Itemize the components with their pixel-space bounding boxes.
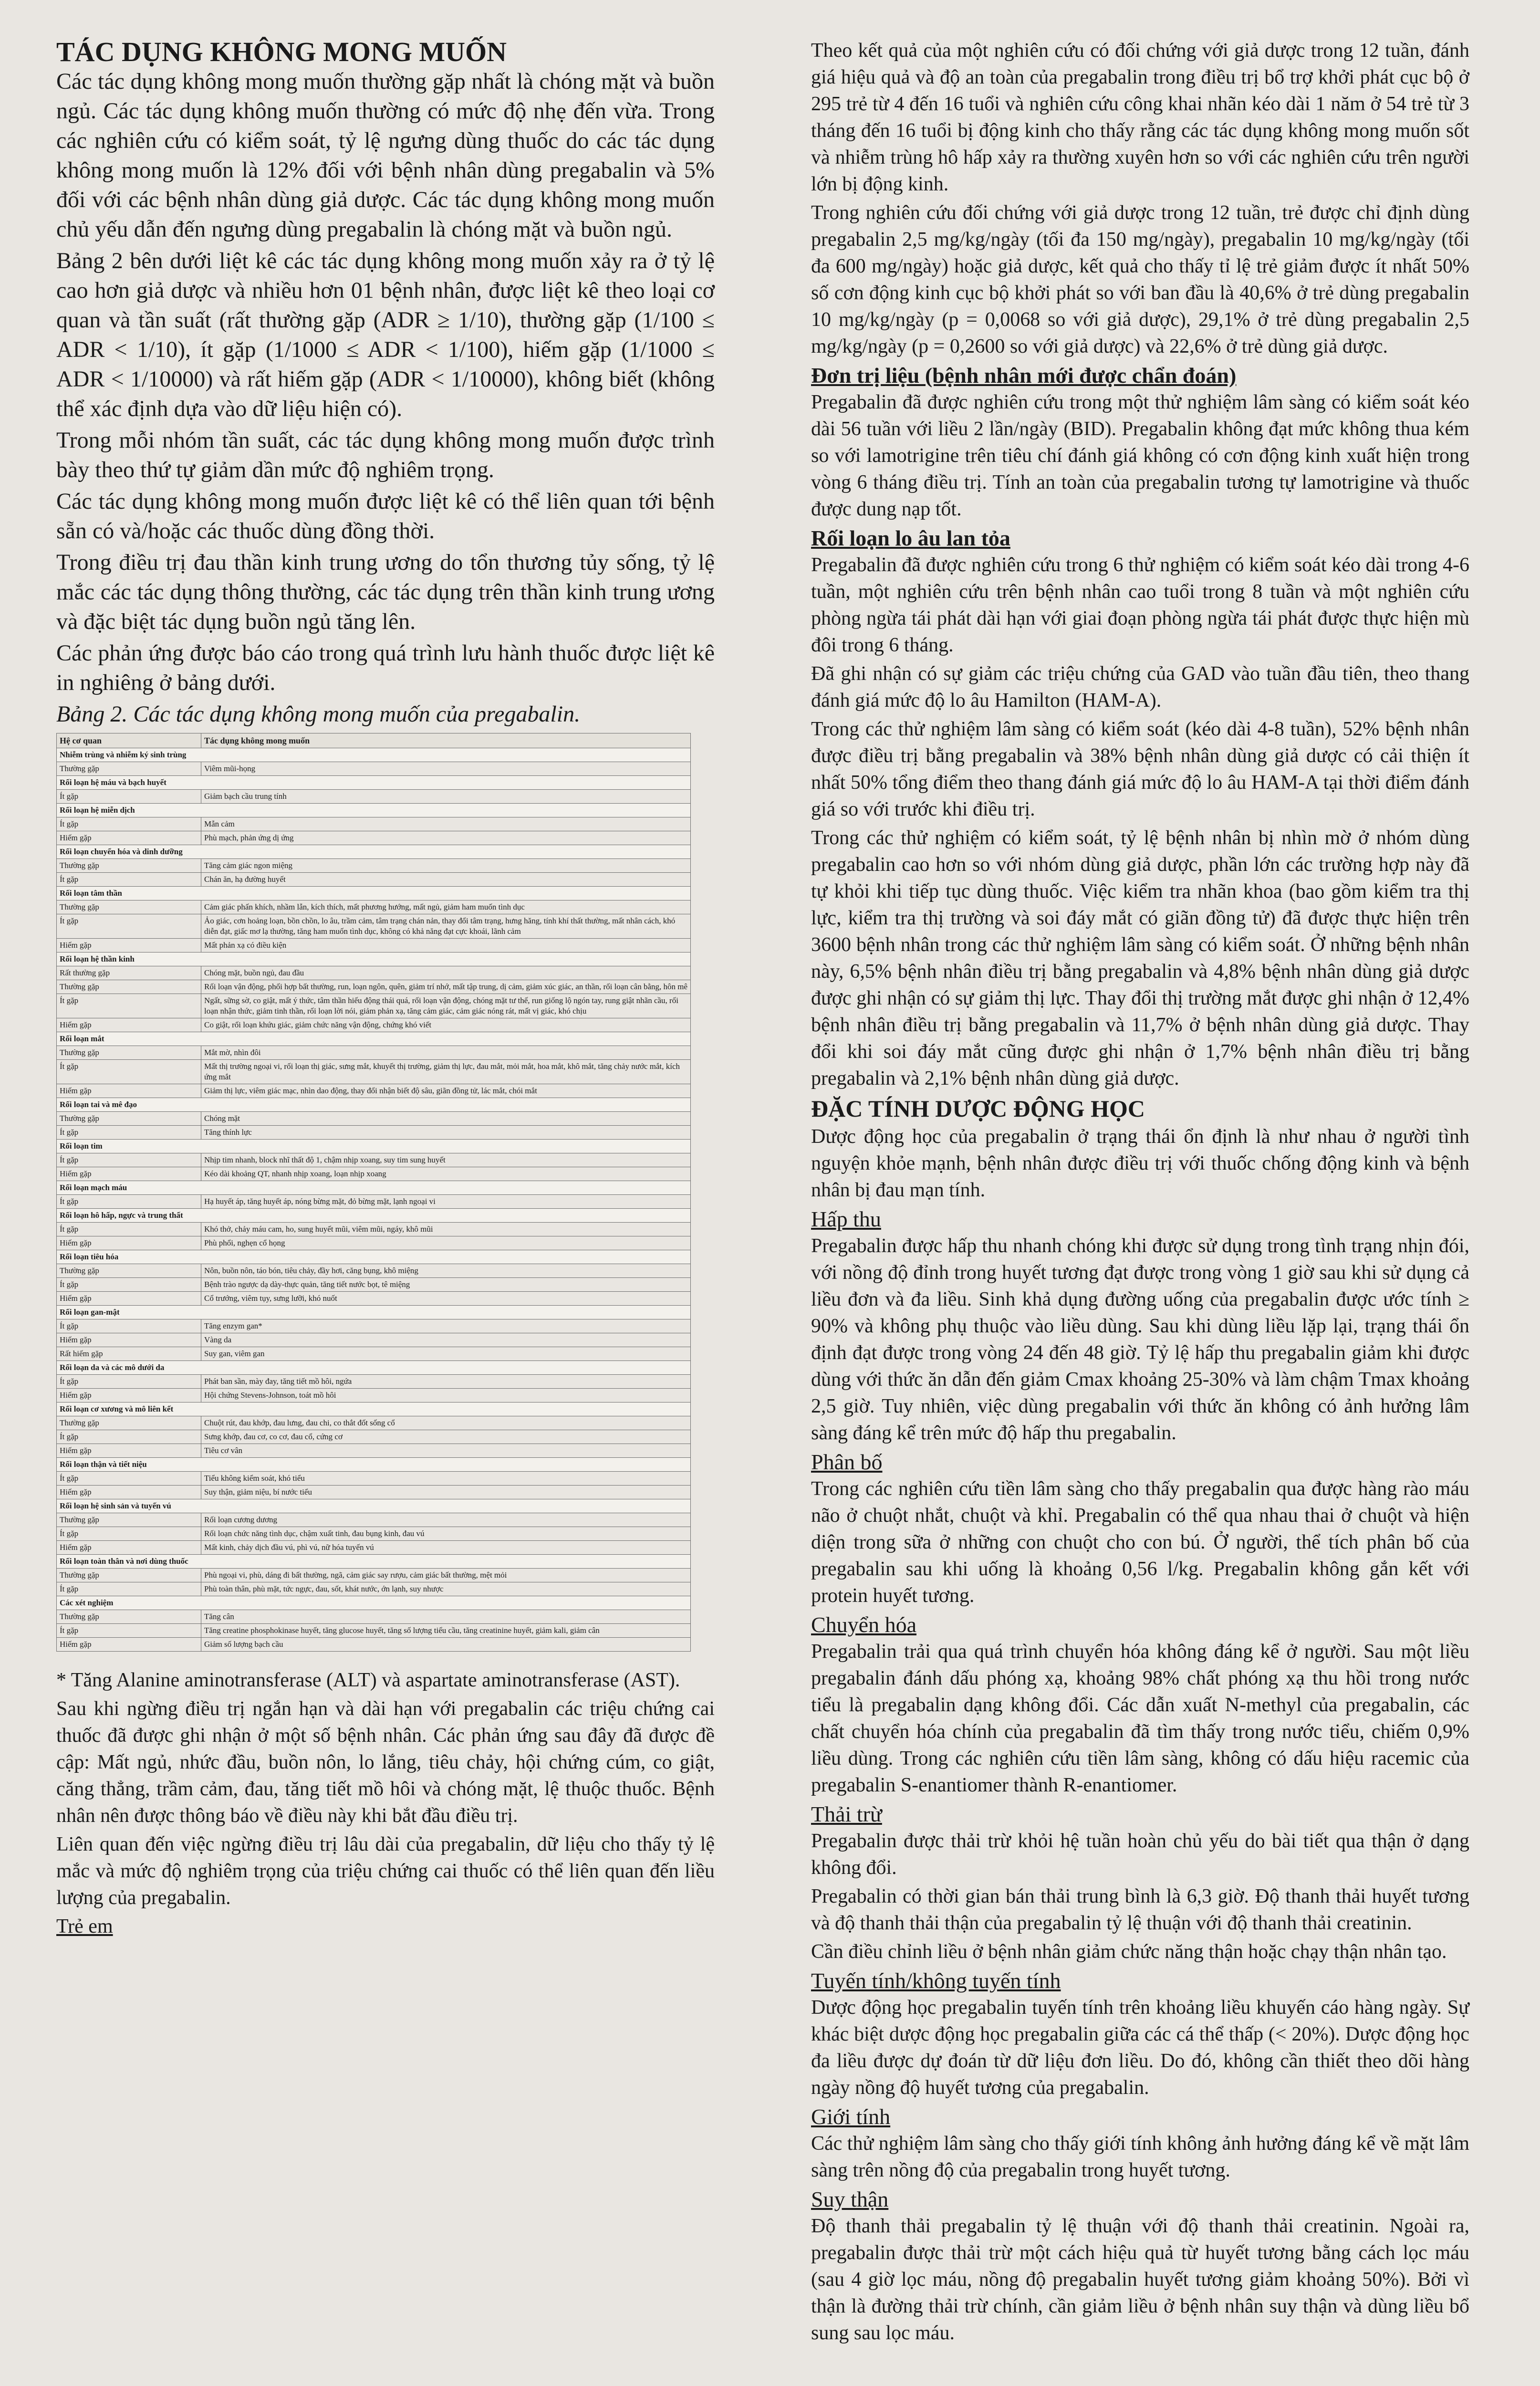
frequency-cell: Ít gặp — [57, 790, 201, 804]
frequency-cell: Ít gặp — [57, 1472, 201, 1486]
table-section-label: Rối loạn hệ thần kinh — [57, 952, 691, 966]
effect-cell: Kéo dài khoảng QT, nhanh nhịp xoang, loạn nhịp xoang — [201, 1167, 691, 1181]
subheading-children: Trẻ em — [56, 1915, 113, 1937]
effect-cell: Giảm bạch cầu trung tính — [201, 790, 691, 804]
frequency-cell: Ít gặp — [57, 873, 201, 887]
subheading: Chuyển hóa — [811, 1612, 917, 1637]
frequency-cell: Hiếm gặp — [57, 831, 201, 845]
effect-cell: Ngất, sững sờ, co giật, mất ý thức, tâm thần hiếu động thái quá, rối loạn vận động, chóng mặt tư thế, run giống lộ ngón tay, rung giật nhãn cầu, rối loạn nhận thức, giảm tinh thần, rối loạn lời nói, giảm phản xạ, tăng cảm giác, cảm giác nóng rát, mất vị giác, khó chịu — [201, 994, 691, 1018]
table-row — [57, 762, 691, 776]
table-row — [57, 1153, 691, 1167]
table-section-row — [57, 776, 691, 790]
paragraph: Dược động học pregabalin tuyến tính trên khoảng liều khuyến cáo hàng ngày. Sự khác biệt dược động học pregabalin giữa các cá thể thấp (< 20%). Dược động học đa liều được dự đoán từ dữ liệu đơn liều. Do đó, không cần thiết theo dõi hàng ngày nồng độ huyết tương của pregabalin. — [811, 1997, 1469, 2099]
table-section-label: Rối loạn tâm thần — [57, 887, 691, 900]
frequency-cell: Ít gặp — [57, 1582, 201, 1596]
table-section-row — [57, 1140, 691, 1153]
table-note: * Tăng Alanine aminotransferase (ALT) và aspartate aminotransferase (AST). — [56, 1669, 680, 1691]
effect-cell: Tăng enzym gan* — [201, 1319, 691, 1333]
table-section-row — [57, 1458, 691, 1472]
frequency-cell: Hiếm gặp — [57, 1389, 201, 1402]
effect-cell: Hội chứng Stevens-Johnson, toát mồ hôi — [201, 1389, 691, 1402]
table-row — [57, 1430, 691, 1444]
table-row — [57, 1527, 691, 1541]
frequency-cell: Ít gặp — [57, 994, 201, 1018]
effect-cell: Co giật, rối loạn khứu giác, giảm chức năng vận động, chứng khó viết — [201, 1018, 691, 1032]
table-section-label: Rối loạn tiêu hóa — [57, 1250, 691, 1264]
effect-cell: Tăng thính lực — [201, 1126, 691, 1140]
subheading: Tuyến tính/không tuyến tính — [811, 1968, 1061, 1993]
frequency-cell: Ít gặp — [57, 1126, 201, 1140]
subheading: Phân bố — [811, 1450, 883, 1474]
frequency-cell: Thường gặp — [57, 1513, 201, 1527]
frequency-cell: Hiếm gặp — [57, 1084, 201, 1098]
paragraph: Dược động học của pregabalin ở trạng thái ổn định là như nhau ở người tình nguyện khỏe mạnh, bệnh nhân được điều trị với thuốc chống động kinh và bệnh nhân bị đau mạn tính. — [811, 1126, 1469, 1201]
table-section-label: Rối loạn hô hấp, ngực và trung thất — [57, 1209, 691, 1223]
effect-cell: Phù mạch, phản ứng dị ứng — [201, 831, 691, 845]
table-row — [57, 1610, 691, 1624]
frequency-cell: Thường gặp — [57, 1610, 201, 1624]
effect-cell: Viêm mũi-họng — [201, 762, 691, 776]
section-heading-pharmacokinetics: ĐẶC TÍNH DƯỢC ĐỘNG HỌC — [811, 1095, 1145, 1122]
left-column — [56, 37, 715, 1940]
table-row — [57, 1389, 691, 1402]
paragraph: Các tác dụng không mong muốn được liệt kê có thể liên quan tới bệnh sẵn có và/hoặc các thuốc dùng đồng thời. — [56, 489, 715, 544]
effect-cell: Vàng da — [201, 1333, 691, 1347]
table-section-label: Rối loạn toàn thân và nơi dùng thuốc — [57, 1555, 691, 1569]
subheading: Suy thận — [811, 2187, 889, 2211]
effect-cell: Chóng mặt — [201, 1112, 691, 1126]
table-row — [57, 994, 691, 1018]
table-row — [57, 1126, 691, 1140]
table-row — [57, 1060, 691, 1084]
paragraph: Sau khi ngừng điều trị ngắn hạn và dài hạn với pregabalin các triệu chứng cai thuốc đã được ghi nhận ở một số bệnh nhân. Các phản ứng sau đây đã được đề cập: Mất ngủ, nhức đầu, buồn nôn, lo lắng, tiêu chảy, hội chứng cúm, co giật, căng thẳng, trầm cảm, đau, tăng tiết mồ hôi và chóng mặt, lệ thuộc thuốc. Bệnh nhân nên được thông báo về điều này khi bắt đầu điều trị. — [56, 1698, 715, 1827]
frequency-cell: Hiếm gặp — [57, 1292, 201, 1306]
effect-cell: Tăng cảm giác ngon miệng — [201, 859, 691, 873]
subheading: Hấp thu — [811, 1207, 881, 1231]
frequency-cell: Thường gặp — [57, 859, 201, 873]
paragraph: Các phản ứng được báo cáo trong quá trình lưu hành thuốc được liệt kê in nghiêng ở bảng dưới. — [56, 640, 715, 695]
table-row — [57, 1319, 691, 1333]
table-section-label: Rối loạn da và các mô dưới da — [57, 1361, 691, 1375]
table-row — [57, 1444, 691, 1458]
table-row — [57, 1513, 691, 1527]
paragraph: Độ thanh thải pregabalin tỷ lệ thuận với độ thanh thải creatinin. Ngoài ra, pregabalin được thải trừ một cách hiệu quả từ huyết tương bằng cách lọc máu (sau 4 giờ lọc máu, nồng độ pregabalin huyết tương giảm khoảng 50%). Bởi vì thận là đường thải trừ chính, cần giảm liều ở bệnh nhân suy thận và dùng liều bổ sung sau lọc máu. — [811, 2215, 1469, 2344]
frequency-cell: Hiếm gặp — [57, 939, 201, 952]
frequency-cell: Ít gặp — [57, 1060, 201, 1084]
table-section-row — [57, 1209, 691, 1223]
table-section-label: Nhiễm trùng và nhiễm ký sinh trùng — [57, 748, 691, 762]
frequency-cell: Hiếm gặp — [57, 1486, 201, 1499]
table-row — [57, 1292, 691, 1306]
table-section-row — [57, 1361, 691, 1375]
effect-cell: Tiêu cơ vân — [201, 1444, 691, 1458]
effect-cell: Mẫn cảm — [201, 817, 691, 831]
paragraph: Trong các thử nghiệm có kiểm soát, tỷ lệ bệnh nhân bị nhìn mờ ở nhóm dùng pregabalin cao hơn so với nhóm dùng giả dược, phần lớn các trường hợp này đã tự khỏi khi tiếp tục dùng thuốc. Việc kiểm tra nhãn khoa (bao gồm kiểm tra thị lực, kiểm tra thị trường và soi đáy mắt có giãn đồng tử) đã được thực hiện trên 3600 bệnh nhân trong các thử nghiệm lâm sàng có kiểm soát. Ở những bệnh nhân này, 6,5% bệnh nhân điều trị bằng pregabalin và 4,8% bệnh nhân dùng giả dược được ghi nhận có sự giảm thị lực. Thay đổi thị trường mắt được ghi nhận ở 12,4% bệnh nhân điều trị bằng pregabalin và 11,7% ở bệnh nhân dùng giả dược. Thay đổi khi soi đáy mắt cũng được ghi nhận ở 1,7% bệnh nhân điều trị bằng pregabalin và 2,1% bệnh nhân dùng giả dược. — [811, 827, 1469, 1089]
frequency-cell: Ít gặp — [57, 1527, 201, 1541]
table-section-row — [57, 748, 691, 762]
table-section-row — [57, 1098, 691, 1112]
effect-cell: Giảm số lượng bạch cầu — [201, 1638, 691, 1652]
left-tail — [56, 1667, 715, 1940]
frequency-cell: Rất thường gặp — [57, 966, 201, 980]
frequency-cell: Hiếm gặp — [57, 1018, 201, 1032]
table-row — [57, 817, 691, 831]
effect-cell: Sưng khớp, đau cơ, co cơ, đau cổ, cứng cơ — [201, 1430, 691, 1444]
table-row — [57, 1112, 691, 1126]
effect-cell: Mất thị trường ngoại vi, rối loạn thị giác, sưng mắt, khuyết thị trường, giảm thị lực, đau mắt, mỏi mắt, hoa mắt, khô mắt, tăng chảy nước mắt, kích ứng mắt — [201, 1060, 691, 1084]
effect-cell: Nôn, buồn nôn, táo bón, tiêu chảy, đầy hơi, căng bụng, khô miệng — [201, 1264, 691, 1278]
table-section-row — [57, 804, 691, 817]
effect-cell: Phù ngoại vi, phù, dáng đi bất thường, ngã, cảm giác say rượu, cảm giác bất thường, mệt mỏi — [201, 1569, 691, 1582]
frequency-cell: Ít gặp — [57, 1375, 201, 1389]
paragraph: Bảng 2 bên dưới liệt kê các tác dụng không mong muốn xảy ra ở tỷ lệ cao hơn giả dược và nhiều hơn 01 bệnh nhân, được liệt kê theo loại cơ quan và tần suất (rất thường gặp (ADR ≥ 1/10), thường gặp (1/100 ≤ ADR < 1/10), ít gặp (1/1000 ≤ ADR < 1/100), hiếm gặp (1/1000 ≤ ADR < 1/10000) và rất hiếm gặp (ADR < 1/10000), không biết (không thể xác định dựa vào dữ liệu hiện có). — [56, 248, 715, 421]
paragraph: Pregabalin có thời gian bán thải trung bình là 6,3 giờ. Độ thanh thải huyết tương và độ thanh thải thận của pregabalin tỷ lệ thuận với độ thanh thải creatinin. — [811, 1885, 1469, 1934]
frequency-cell: Hiếm gặp — [57, 1444, 201, 1458]
frequency-cell: Hiếm gặp — [57, 1541, 201, 1555]
effect-cell: Phù phổi, nghẹn cổ họng — [201, 1236, 691, 1250]
paragraph: Trong mỗi nhóm tần suất, các tác dụng không mong muốn được trình bày theo thứ tự giảm dần mức độ nghiêm trọng. — [56, 428, 715, 482]
paragraph: Pregabalin được hấp thu nhanh chóng khi được sử dụng trong tình trạng nhịn đói, với nồng độ đỉnh trong huyết tương đạt được trong vòng 1 giờ sau khi sử dụng cả liều đơn và đa liều. Sinh khả dụng đường uống của pregabalin được ước tính ≥ 90% và không phụ thuộc vào liều dùng. Sau khi dùng liều lặp lại, trạng thái ổn định đạt được trong vòng 24 đến 48 giờ. Tỷ lệ hấp thu pregabalin giảm khi được dùng với thức ăn dẫn đến giảm Cmax khoảng 25-30% và làm chậm Tmax khoảng 2,5 giờ. Tuy nhiên, việc dùng pregabalin với thức ăn không có ảnh hưởng lâm sàng đáng kể trên mức độ hấp thu pregabalin. — [811, 1235, 1469, 1444]
table-row — [57, 1236, 691, 1250]
table-section-label: Rối loạn mạch máu — [57, 1181, 691, 1195]
paragraph: Pregabalin đã được nghiên cứu trong 6 thử nghiệm có kiểm soát kéo dài trong 4-6 tuần, một nghiên cứu trên bệnh nhân cao tuổi trong 8 tuần và một nghiên cứu phòng ngừa tái phát dài hạn với giai đoạn phòng ngừa tái phát được thực hiện mù đôi trong 6 tháng. — [811, 554, 1469, 656]
table-row — [57, 1541, 691, 1555]
frequency-cell: Ít gặp — [57, 1430, 201, 1444]
table-section-label: Rối loạn hệ miễn dịch — [57, 804, 691, 817]
table-row — [57, 1264, 691, 1278]
table-row — [57, 1018, 691, 1032]
frequency-cell: Ít gặp — [57, 1624, 201, 1638]
effect-cell: Suy thận, giảm niệu, bí nước tiểu — [201, 1486, 691, 1499]
paragraph: Trong nghiên cứu đối chứng với giả dược trong 12 tuần, trẻ được chỉ định dùng pregabalin 2,5 mg/kg/ngày (tối đa 150 mg/ngày), pregabalin 10 mg/kg/ngày (tối đa 600 mg/ngày) hoặc giả dược, kết quả cho thấy tỉ lệ trẻ giảm được ít nhất 50% số cơn động kinh cục bộ khởi phát so với ban đầu là 40,6% ở trẻ dùng pregabalin 10 mg/kg/ngày (p = 0,0068 so với giả dược), 29,1% ở trẻ dùng pregabalin 2,5 mg/kg/ngày (p = 0,2600 so với giả dược) và 22,6% ở trẻ dùng giả dược. — [811, 202, 1469, 357]
frequency-cell: Ít gặp — [57, 1153, 201, 1167]
effect-cell: Chuột rút, đau khớp, đau lưng, đau chi, co thắt đốt sống cổ — [201, 1416, 691, 1430]
table-section-label: Rối loạn cơ xương và mô liên kết — [57, 1402, 691, 1416]
frequency-cell: Hiếm gặp — [57, 1333, 201, 1347]
frequency-cell: Ít gặp — [57, 817, 201, 831]
frequency-cell: Ít gặp — [57, 914, 201, 939]
frequency-cell: Hiếm gặp — [57, 1638, 201, 1652]
frequency-cell: Ít gặp — [57, 1278, 201, 1292]
table-row — [57, 1347, 691, 1361]
frequency-cell: Ít gặp — [57, 1319, 201, 1333]
effect-cell: Hạ huyết áp, tăng huyết áp, nóng bừng mặt, đỏ bừng mặt, lạnh ngoại vi — [201, 1195, 691, 1209]
effect-cell: Tiểu không kiểm soát, khó tiểu — [201, 1472, 691, 1486]
table-row — [57, 980, 691, 994]
frequency-cell: Thường gặp — [57, 980, 201, 994]
frequency-cell: Thường gặp — [57, 1569, 201, 1582]
table-caption: Bảng 2. Các tác dụng không mong muốn của pregabalin. — [56, 701, 581, 727]
table-section-row — [57, 1306, 691, 1319]
effect-cell: Phát ban sần, mày đay, tăng tiết mồ hôi, ngứa — [201, 1375, 691, 1389]
table-section-row — [57, 952, 691, 966]
table-section-label: Các xét nghiệm — [57, 1596, 691, 1610]
table-row — [57, 1167, 691, 1181]
effect-cell: Suy gan, viêm gan — [201, 1347, 691, 1361]
effect-cell: Mất kinh, chảy dịch đầu vú, phì vú, nữ hóa tuyến vú — [201, 1541, 691, 1555]
adverse-effects-table — [56, 733, 691, 1652]
effect-cell: Chán ăn, hạ đường huyết — [201, 873, 691, 887]
section-heading-adverse-effects: TÁC DỤNG KHÔNG MONG MUỐN — [56, 36, 507, 67]
paragraph: Cần điều chỉnh liều ở bệnh nhân giảm chức năng thận hoặc chạy thận nhân tạo. — [811, 1941, 1447, 1963]
table-section-row — [57, 1555, 691, 1569]
table-section-label: Rối loạn gan-mật — [57, 1306, 691, 1319]
effect-cell: Khó thở, chảy máu cam, ho, sung huyết mũi, viêm mũi, ngáy, khô mũi — [201, 1223, 691, 1236]
paragraph: Pregabalin trải qua quá trình chuyển hóa không đáng kể ở người. Sau một liều pregabalin đánh dấu phóng xạ, khoảng 98% chất phóng xạ thu hồi trong nước tiểu là pregabalin dạng không đổi. Các dẫn xuất N-methyl của pregabalin, các chất chuyển hóa chính của pregabalin đã tìm thấy trong nước tiểu, chiếm 0,9% liều dùng. Trong các nghiên cứu tiền lâm sàng, không có dấu hiệu racemic của pregabalin S-enantiomer thành R-enantiomer. — [811, 1641, 1469, 1796]
table-section-row — [57, 1250, 691, 1264]
table-row — [57, 914, 691, 939]
table-header-effect: Tác dụng không mong muốn — [201, 733, 691, 748]
table-row — [57, 1375, 691, 1389]
table-section-row — [57, 1181, 691, 1195]
effect-cell: Chóng mặt, buồn ngủ, đau đầu — [201, 966, 691, 980]
subheading: Thải trừ — [811, 1802, 882, 1826]
frequency-cell: Rất hiếm gặp — [57, 1347, 201, 1361]
frequency-cell: Thường gặp — [57, 1416, 201, 1430]
effect-cell: Cảm giác phấn khích, nhầm lẫn, kích thích, mất phương hướng, mất ngủ, giảm ham muốn tình dục — [201, 900, 691, 914]
effect-cell: Giảm thị lực, viêm giác mạc, nhìn dao động, thay đổi nhận biết độ sâu, giãn đồng tử, lác mắt, chói mắt — [201, 1084, 691, 1098]
paragraph: Pregabalin đã được nghiên cứu trong một thử nghiệm lâm sàng có kiểm soát kéo dài 56 tuần với liều 2 lần/ngày (BID). Pregabalin không đạt mức không thua kém so với lamotrigine trên tiêu chí đánh giá không có cơn động kinh xuất hiện trong vòng 6 tháng điều trị. Tính an toàn của pregabalin tương tự lamotrigine và thuốc được dung nạp tốt. — [811, 391, 1469, 520]
table-row — [57, 790, 691, 804]
frequency-cell: Thường gặp — [57, 1046, 201, 1060]
table-section-row — [57, 1499, 691, 1513]
table-row — [57, 1416, 691, 1430]
effect-cell: Rối loạn vận động, phối hợp bất thường, run, loạn ngôn, quên, giảm trí nhớ, mất tập trung, dị cảm, giảm xúc giác, an thần, rối loạn cân bằng, hôn mê — [201, 980, 691, 994]
table-row — [57, 900, 691, 914]
effect-cell: Rối loạn chức năng tình dục, chậm xuất tinh, đau bụng kinh, đau vú — [201, 1527, 691, 1541]
effect-cell: Cổ trướng, viêm tụy, sưng lưỡi, khó nuốt — [201, 1292, 691, 1306]
frequency-cell: Hiếm gặp — [57, 1236, 201, 1250]
table-section-label: Rối loạn hệ máu và bạch huyết — [57, 776, 691, 790]
table-row — [57, 1084, 691, 1098]
effect-cell: Tăng creatine phosphokinase huyết, tăng glucose huyết, tăng số lượng tiểu cầu, tăng creatinine huyết, giảm kali, giảm cân — [201, 1624, 691, 1638]
table-row — [57, 1278, 691, 1292]
table-section-label: Rối loạn chuyển hóa và dinh dưỡng — [57, 845, 691, 859]
frequency-cell: Thường gặp — [57, 762, 201, 776]
effect-cell: Ảo giác, cơn hoảng loạn, bồn chồn, lo âu, trầm cảm, tâm trạng chán nản, thay đổi tâm trạng, hưng hăng, tính khí thất thường, mất nhân cách, khó diễn đạt, giấc mơ lạ thường, tăng ham muốn tình dục, không có khả năng đạt cực khoái, lãnh cảm — [201, 914, 691, 939]
table-row — [57, 831, 691, 845]
frequency-cell: Thường gặp — [57, 900, 201, 914]
paragraph: Các thử nghiệm lâm sàng cho thấy giới tính không ảnh hưởng đáng kể về mặt lâm sàng trên nồng độ của pregabalin trong huyết tương. — [811, 2133, 1470, 2181]
effect-cell: Bệnh trào ngược dạ dày-thực quản, tăng tiết nước bọt, tê miệng — [201, 1278, 691, 1292]
table-row — [57, 939, 691, 952]
paragraph: Trong điều trị đau thần kinh trung ương do tổn thương tủy sống, tỷ lệ mắc các tác dụng thông thường, các tác dụng trên thần kinh trung ương và đặc biệt tác dụng buồn ngủ tăng lên. — [56, 550, 715, 634]
paragraph: Liên quan đến việc ngừng điều trị lâu dài của pregabalin, dữ liệu cho thấy tỷ lệ mắc và mức độ nghiêm trọng của triệu chứng cai thuốc có thể liên quan đến liều lượng của pregabalin. — [56, 1833, 715, 1909]
effect-cell: Nhịp tim nhanh, block nhĩ thất độ 1, chậm nhịp xoang, suy tim sung huyết — [201, 1153, 691, 1167]
table-section-label: Rối loạn thận và tiết niệu — [57, 1458, 691, 1472]
table-row — [57, 1624, 691, 1638]
table-body — [57, 748, 691, 1652]
table-section-row — [57, 887, 691, 900]
frequency-cell: Hiếm gặp — [57, 1167, 201, 1181]
effect-cell: Phù toàn thân, phù mặt, tức ngực, đau, sốt, khát nước, ớn lạnh, suy nhược — [201, 1582, 691, 1596]
subheading: Rối loạn lo âu lan tỏa — [811, 526, 1010, 550]
effect-cell: Tăng cân — [201, 1610, 691, 1624]
frequency-cell: Thường gặp — [57, 1112, 201, 1126]
paragraph: Theo kết quả của một nghiên cứu có đối chứng với giả dược trong 12 tuần, đánh giá hiệu quả và độ an toàn của pregabalin trong điều trị bổ trợ khởi phát cục bộ ở 295 trẻ từ 4 đến 16 tuổi và nghiên cứu công khai nhãn kéo dài 1 năm ở 54 trẻ từ 3 tháng đến 16 tuổi bị động kinh cho thấy rằng các tác dụng không mong muốn sốt và nhiễm trùng hô hấp xảy ra thường xuyên hơn so với các nghiên cứu trên người lớn bị động kinh. — [811, 40, 1469, 195]
table-row — [57, 1569, 691, 1582]
table-row — [57, 1486, 691, 1499]
subheading: Giới tính — [811, 2104, 891, 2129]
effect-cell: Rối loạn cương dương — [201, 1513, 691, 1527]
table-section-label: Rối loạn mắt — [57, 1032, 691, 1046]
frequency-cell: Ít gặp — [57, 1195, 201, 1209]
right-column — [811, 37, 1469, 2348]
table-section-row — [57, 1596, 691, 1610]
table-header-organ: Hệ cơ quan — [57, 733, 201, 748]
frequency-cell: Thường gặp — [57, 1264, 201, 1278]
table-row — [57, 1223, 691, 1236]
table-row — [57, 966, 691, 980]
effect-cell: Mắt mờ, nhìn đôi — [201, 1046, 691, 1060]
subheading: Đơn trị liệu (bệnh nhân mới được chẩn đoán) — [811, 363, 1237, 387]
frequency-cell: Ít gặp — [57, 1223, 201, 1236]
table-row — [57, 1333, 691, 1347]
table-row — [57, 1582, 691, 1596]
paragraph: Trong các thử nghiệm lâm sàng có kiểm soát (kéo dài 4-8 tuần), 52% bệnh nhân được điều trị bằng pregabalin và 38% bệnh nhân dùng giả dược có cải thiện ít nhất 50% tổng điểm theo thang đánh giá mức độ lo âu HAM-A tại thời điểm đánh giá so với trước khi điều trị. — [811, 718, 1469, 820]
table-row — [57, 873, 691, 887]
table-row — [57, 859, 691, 873]
table-header-row — [57, 733, 691, 748]
table-section-label: Rối loạn tai và mê đạo — [57, 1098, 691, 1112]
paragraph: Các tác dụng không mong muốn thường gặp nhất là chóng mặt và buồn ngủ. Các tác dụng không muốn thường có mức độ nhẹ đến vừa. Trong các nghiên cứu có kiểm soát, tỷ lệ ngưng dùng thuốc do các tác dụng không mong muốn là 12% đối với bệnh nhân dùng pregabalin và 5% đối với các bệnh nhân dùng giả dược. Các tác dụng không mong muốn chủ yếu dẫn đến ngưng dùng pregabalin là chóng mặt và buồn ngủ. — [56, 69, 715, 242]
table-section-label: Rối loạn tim — [57, 1140, 691, 1153]
table-row — [57, 1046, 691, 1060]
table-row — [57, 1472, 691, 1486]
paragraph: Trong các nghiên cứu tiền lâm sàng cho thấy pregabalin qua được hàng rào máu não ở chuột nhắt, chuột và khỉ. Pregabalin có thể qua nhau thai ở chuột và hiện diện trong sữa ở những con chuột cho con bú. Ở người, thể tích phân bố của pregabalin sau khi uống là khoảng 0,56 l/kg. Pregabalin không gắn kết với protein huyết tương. — [811, 1478, 1469, 1607]
paragraph: Đã ghi nhận có sự giảm các triệu chứng của GAD vào tuần đầu tiên, theo thang đánh giá mức độ lo âu Hamilton (HAM-A). — [811, 663, 1469, 712]
effect-cell: Mất phản xạ có điều kiện — [201, 939, 691, 952]
table-row — [57, 1195, 691, 1209]
table-section-row — [57, 1032, 691, 1046]
paragraph: Pregabalin được thải trừ khỏi hệ tuần hoàn chủ yếu do bài tiết qua thận ở dạng không đổi. — [811, 1830, 1469, 1879]
table-section-label: Rối loạn hệ sinh sản và tuyến vú — [57, 1499, 691, 1513]
table-section-row — [57, 1402, 691, 1416]
table-row — [57, 1638, 691, 1652]
table-section-row — [57, 845, 691, 859]
